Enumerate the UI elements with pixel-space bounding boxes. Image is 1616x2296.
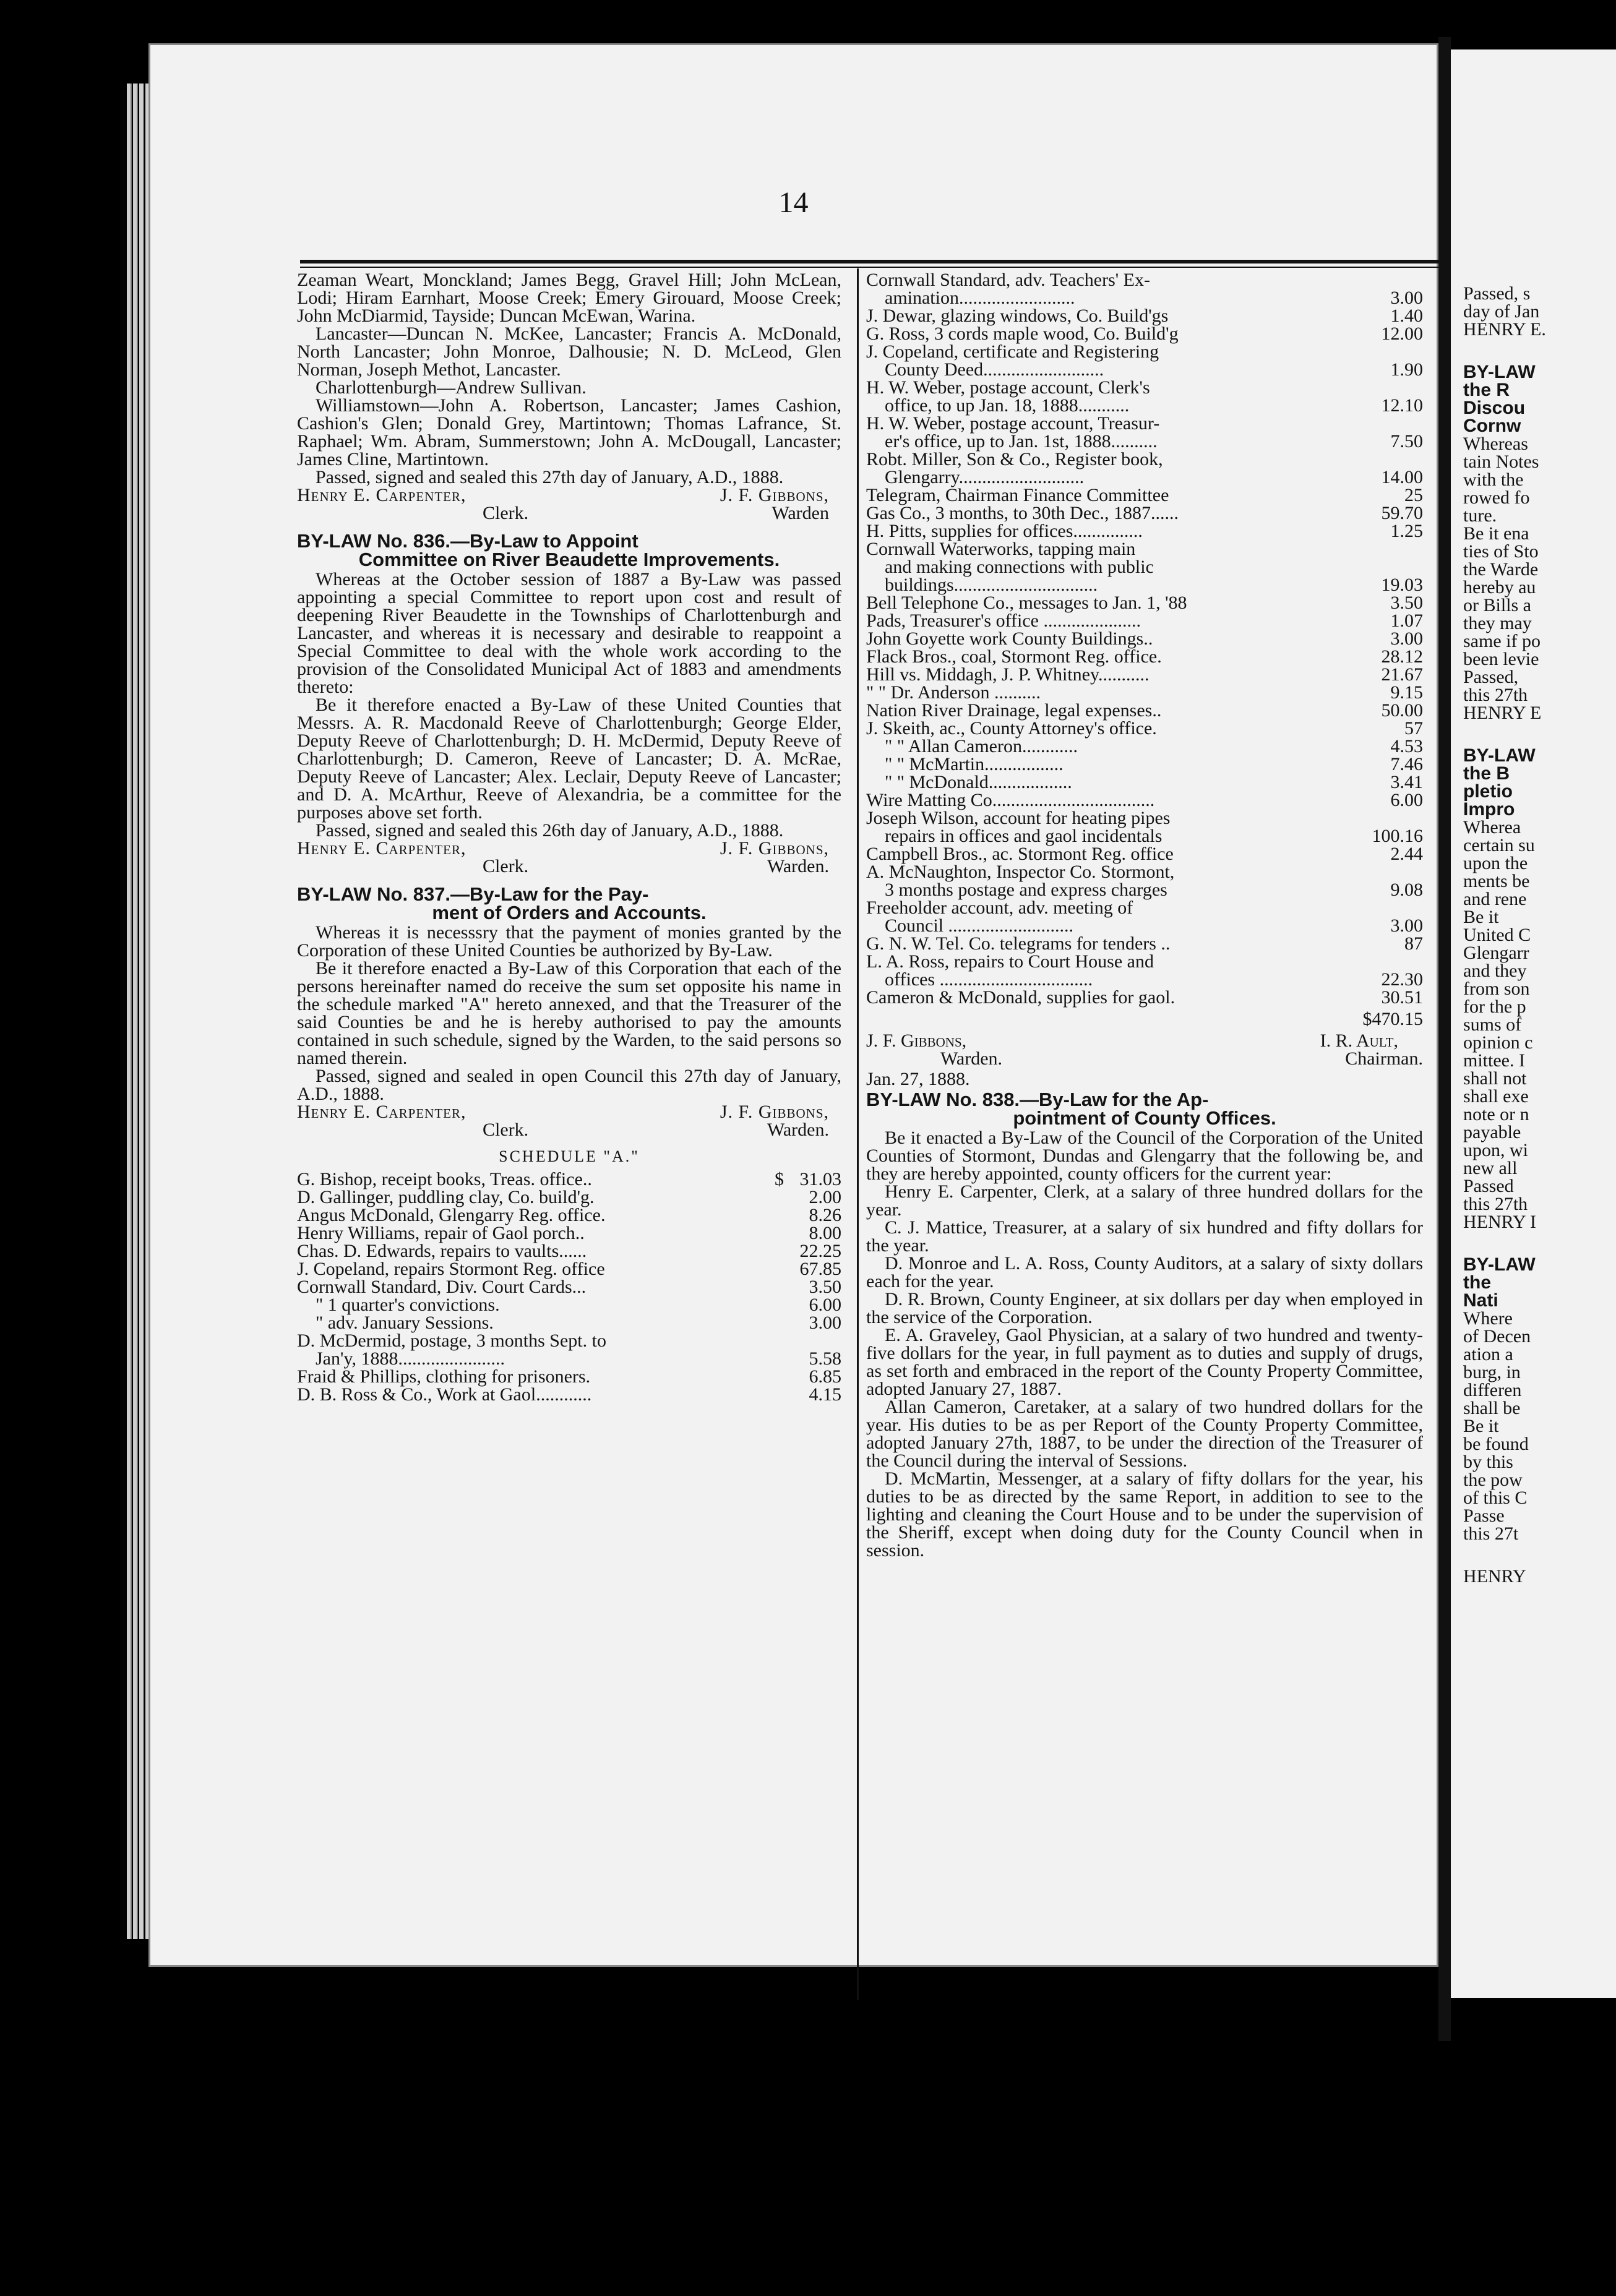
account-row: [297, 1332, 841, 1350]
account-description: John Goyette work County Buildings..: [866, 628, 1153, 649]
account-row: [866, 755, 1423, 773]
account-row: [866, 701, 1423, 719]
signature-block: [866, 1032, 1423, 1050]
bylaw-838-paragraph: Henry E. Carpenter, Clerk, at a salary of three hundred dollars for the year.: [866, 1181, 1423, 1220]
right-page-line: ation a: [1463, 1344, 1513, 1364]
account-description: office, to up Jan. 18, 1888...........: [885, 395, 1130, 416]
right-page-line: and they: [1463, 961, 1527, 981]
account-amount: 100.16: [1372, 826, 1423, 846]
right-page-line: be found: [1463, 1434, 1529, 1454]
column-divider: [857, 268, 859, 2000]
right-page-line: this 27th: [1463, 1194, 1528, 1214]
account-row: [866, 522, 1423, 540]
account-description: G. N. W. Tel. Co. telegrams for tenders ..: [866, 933, 1171, 954]
account-description: Bell Telephone Co., messages to Jan. 1, '88: [866, 593, 1187, 613]
right-page-line: or Bills a: [1463, 595, 1531, 615]
account-description: " " Allan Cameron............: [885, 736, 1078, 756]
account-amount: 87: [1404, 933, 1423, 954]
right-page-line: note or n: [1463, 1104, 1529, 1124]
account-row: [866, 468, 1423, 486]
account-amount: 31.03: [799, 1169, 841, 1189]
account-description: " adv. January Sessions.: [316, 1313, 494, 1333]
account-description: Campbell Bros., ac. Stormont Reg. office: [866, 844, 1174, 864]
account-amount: 2.44: [1390, 844, 1423, 864]
right-page-line: ties of Sto: [1463, 541, 1539, 562]
chairman-title: Chairman.: [1345, 1048, 1423, 1069]
bylaw-837-enactment: Be it therefore enacted a By-Law of this Corporation that each of the persons hereinafter named do receive the sum set opposite his name in the schedule marked "A" hereto annexed, and that the Treasurer of the said Counties be and he is hereby authorised to pay the amounts contained in such schedule, signed by the Warden, to the said persons so named therein.: [297, 958, 841, 1068]
account-description: County Deed..........................: [885, 359, 1104, 380]
account-row: [866, 666, 1423, 683]
intro-paragraph: Zeaman Weart, Monckland; James Begg, Gravel Hill; John McLean, Lodi; Hiram Earnhart, Moose Creek; Emery Girouard, Moose Creek; John McDiarmid, Tayside; Duncan McEwan, Warina.: [297, 270, 841, 326]
account-description: Hill vs. Middagh, J. P. Whitney...........: [866, 664, 1150, 685]
account-description: " " McDonald..................: [885, 772, 1072, 792]
bylaw-836-heading: [297, 532, 841, 569]
account-description: G. Bishop, receipt books, Treas. office..: [297, 1169, 592, 1189]
account-amount: 6.85: [809, 1366, 841, 1387]
clerk-name: Henry E. Carpenter,: [297, 485, 466, 505]
account-description: Cornwall Standard, adv. Teachers' Ex-: [866, 270, 1150, 290]
account-amount: 7.46: [1390, 754, 1423, 774]
schedule-a-list: [297, 1170, 841, 1403]
account-row: [866, 809, 1423, 827]
account-row: [866, 450, 1423, 468]
bylaw-838-paragraph: D. Monroe and L. A. Ross, County Auditors, at a salary of sixty dollars each for the year.: [866, 1253, 1423, 1292]
middle-column: [866, 271, 1423, 1559]
accounts-total: $470.15: [1362, 1009, 1423, 1029]
right-page-line: rowed fo: [1463, 487, 1530, 508]
right-page-line: differen: [1463, 1380, 1522, 1400]
header-rule-thin: [300, 267, 1525, 268]
right-page-line: Whereas: [1463, 434, 1528, 454]
account-row: [866, 970, 1423, 988]
right-page-line: Glengarr: [1463, 943, 1529, 963]
right-page-line: ture.: [1463, 505, 1497, 526]
account-description: Angus McDonald, Glengarry Reg. office.: [297, 1205, 606, 1225]
right-page-line: BY-LAW: [1463, 362, 1536, 382]
right-page-line: HENRY E.: [1463, 319, 1546, 340]
account-description: Council ...........................: [885, 915, 1073, 936]
right-page-line: HENRY: [1463, 1566, 1526, 1587]
bylaw-836-heading-line1: BY-LAW No. 836.—By-Law to Appoint: [297, 530, 638, 552]
schedule-heading: SCHEDULE "A.": [499, 1147, 640, 1165]
right-page-line: been levie: [1463, 649, 1539, 669]
right-page-line: from son: [1463, 979, 1530, 999]
account-description: J. Dewar, glazing windows, Co. Build'gs: [866, 306, 1169, 326]
signature-block: [297, 486, 841, 504]
account-amount: 1.40: [1390, 306, 1423, 326]
account-amount: 2.00: [809, 1187, 841, 1207]
account-amount: 4.15: [809, 1384, 841, 1405]
right-page-line: new all: [1463, 1158, 1518, 1178]
account-description: Cameron & McDonald, supplies for gaol.: [866, 987, 1175, 1008]
account-amount: 3.50: [809, 1277, 841, 1297]
account-amount: 50.00: [1381, 700, 1423, 721]
account-description: Robt. Miller, Son & Co., Register book,: [866, 449, 1163, 469]
account-amount: 1.07: [1390, 610, 1423, 631]
account-description: J. Copeland, repairs Stormont Reg. office: [297, 1259, 605, 1279]
account-row: [297, 1368, 841, 1386]
account-amount: 19.03: [1381, 575, 1423, 595]
account-description: H. W. Weber, postage account, Treasur-: [866, 413, 1160, 434]
account-amount: 5.58: [809, 1348, 841, 1369]
bylaw-836-passed: Passed, signed and sealed this 26th day of January, A.D., 1888.: [316, 820, 784, 841]
account-description: J. Skeith, ac., County Attorney's office.: [866, 718, 1157, 739]
signature-titles: [297, 1121, 841, 1139]
right-page-line: this 27th: [1463, 685, 1528, 705]
account-amount: 30.51: [1381, 987, 1423, 1008]
right-page-line: the B: [1463, 763, 1510, 784]
account-amount: 6.00: [809, 1295, 841, 1315]
right-page-line: Discou: [1463, 398, 1526, 418]
account-row: [866, 630, 1423, 648]
bylaw-837-heading-line1: BY-LAW No. 837.—By-Law for the Pay-: [297, 883, 649, 905]
bylaw-838-paragraph: E. A. Graveley, Gaol Physician, at a salary of two hundred and twenty-five dollars for the year, in full payment as to duties and supply of drugs, as set forth and embraced in the report of the County Property Committee, adopted January 27, 1887.: [866, 1325, 1423, 1399]
account-amount: 67.85: [799, 1259, 841, 1279]
right-page-line: upon the: [1463, 853, 1528, 873]
clerk-name: Henry E. Carpenter,: [297, 1102, 466, 1122]
right-page-line: tain Notes: [1463, 452, 1539, 472]
clerk-title: Clerk.: [483, 503, 529, 523]
page-edges: [127, 84, 152, 1939]
right-page-line: Passe: [1463, 1506, 1505, 1526]
header-rule-thick: [300, 260, 1525, 263]
signature-titles: [297, 857, 841, 875]
account-description: Joseph Wilson, account for heating pipes: [866, 808, 1171, 828]
account-amount: 3.00: [1390, 915, 1423, 936]
account-amount: 1.25: [1390, 521, 1423, 541]
account-row: [866, 612, 1423, 630]
right-page-line: the R: [1463, 380, 1510, 400]
right-page-text: [1463, 285, 1616, 1585]
account-row: [866, 486, 1423, 504]
warden-title: Warden.: [940, 1048, 1003, 1069]
account-amount: 9.08: [1390, 880, 1423, 900]
account-amount: 3.00: [1390, 288, 1423, 308]
account-description: offices .................................: [885, 969, 1093, 990]
dollar-sign: $: [775, 1169, 784, 1189]
right-page-line: ments be: [1463, 871, 1530, 891]
bylaw-836-heading-line2: Committee on River Beaudette Improvements.: [358, 549, 780, 570]
page-number: 14: [778, 186, 809, 219]
account-amount: 22.25: [799, 1241, 841, 1261]
account-row: [297, 1224, 841, 1242]
account-description: D. McDermid, postage, 3 months Sept. to: [297, 1330, 606, 1351]
account-description: Cornwall Waterworks, tapping main: [866, 539, 1136, 559]
bylaw-836-enactment: Be it therefore enacted a By-Law of these United Counties that Messrs. A. R. Macdonald Reeve of Charlottenburgh; George Elder, Deputy Reeve of Charlottenburgh; D. H. McDermid, Deputy Reeve of Charlottenburgh; D. Cameron, Reeve of Lancaster; D. A. McRae, Deputy Reeve of Lancaster; Alex. Leclair, Deputy Reeve of Lancaster; and D. A. McArthur, Reeve of Alexandria, be a committee for the purposes above set forth.: [297, 695, 841, 823]
bylaw-838-paragraph: D. R. Brown, County Engineer, at six dollars per day when employed in the service of the Corporation.: [866, 1289, 1423, 1327]
account-description: A. McNaughton, Inspector Co. Stormont,: [866, 862, 1175, 882]
warden-title: Warden.: [767, 856, 829, 876]
account-row: [866, 863, 1423, 881]
account-row: [297, 1188, 841, 1206]
account-row: [866, 396, 1423, 414]
account-row: [866, 773, 1423, 791]
account-amount: 28.12: [1381, 646, 1423, 667]
account-row: [297, 1314, 841, 1332]
account-description: Jan'y, 1888.......................: [316, 1348, 505, 1369]
account-amount: 8.00: [809, 1223, 841, 1243]
account-row: [866, 558, 1423, 576]
account-description: er's office, up to Jan. 1st, 1888..........: [885, 431, 1158, 452]
bylaw-837-whereas: Whereas it is necesssry that the payment of monies granted by the Corporation of these United Counties be authorized by By-Law.: [297, 922, 841, 961]
account-row: [866, 414, 1423, 432]
account-row: [297, 1206, 841, 1224]
account-description: Glengarry...........................: [885, 467, 1085, 487]
account-row: [297, 1350, 841, 1368]
bylaw-838-heading-line2: pointment of County Offices.: [1013, 1107, 1276, 1129]
account-description: H. Pitts, supplies for offices...............: [866, 521, 1143, 541]
account-description: repairs in offices and gaol incidentals: [885, 826, 1163, 846]
account-description: " 1 quarter's convictions.: [316, 1295, 500, 1315]
right-page-line: Nati: [1463, 1290, 1498, 1311]
account-amount: 7.50: [1390, 431, 1423, 452]
right-page-line: Where: [1463, 1308, 1513, 1329]
account-description: " " Dr. Anderson ..........: [866, 682, 1041, 703]
bylaw-838-paragraph: Allan Cameron, Caretaker, at a salary of two hundred dollars for the year. His duties to be as per Report of the County Property Committee, adopted January 27th, 1887, to be under the direction of the Treasurer of the Council during the interval of Sessions.: [866, 1397, 1423, 1471]
right-page-line: mittee. I: [1463, 1050, 1525, 1071]
account-row: [297, 1170, 841, 1188]
bylaw-837-heading-line2: ment of Orders and Accounts.: [432, 902, 707, 923]
left-column: [297, 271, 841, 1403]
account-description: Chas. D. Edwards, repairs to vaults......: [297, 1241, 587, 1261]
account-description: Wire Matting Co...................................: [866, 790, 1155, 810]
right-page-line: the pow: [1463, 1470, 1523, 1490]
account-description: J. Copeland, certificate and Registering: [866, 341, 1159, 362]
account-amount: 6.00: [1390, 790, 1423, 810]
account-row: [866, 791, 1423, 809]
account-description: Cornwall Standard, Div. Court Cards...: [297, 1277, 587, 1297]
bylaw-838-heading-line1: BY-LAW No. 838.—By-Law for the Ap-: [866, 1089, 1209, 1110]
right-page-line: HENRY E: [1463, 703, 1542, 723]
account-row: [297, 1260, 841, 1278]
account-description: G. Ross, 3 cords maple wood, Co. Build'g: [866, 323, 1179, 344]
right-page-line: of this C: [1463, 1488, 1528, 1508]
right-page-line: BY-LAW: [1463, 745, 1536, 766]
intro-paragraph: Lancaster—Duncan N. McKee, Lancaster; Francis A. McDonald, North Lancaster; John Monroe, Dalhousie; N. D. McLeod, Glen Norman, Joseph Methot, Lancaster.: [297, 323, 841, 380]
right-page-line: Be it: [1463, 907, 1499, 927]
warden-name: J. F. Gibbons,: [720, 1102, 829, 1122]
account-description: D. B. Ross & Co., Work at Gaol............: [297, 1384, 592, 1405]
signature-titles: [297, 504, 841, 522]
account-description: D. Gallinger, puddling clay, Co. build'g.: [297, 1187, 595, 1207]
right-page-line: Passed,: [1463, 667, 1519, 687]
account-description: 3 months postage and express charges: [885, 880, 1167, 900]
account-amount: 25: [1404, 485, 1423, 505]
account-row: [866, 432, 1423, 450]
account-row: [866, 289, 1423, 307]
signature-block: [297, 839, 841, 857]
clerk-title: Clerk.: [483, 856, 529, 876]
account-row: [866, 827, 1423, 845]
account-row: [866, 737, 1423, 755]
account-amount: 9.15: [1390, 682, 1423, 703]
right-page-line: BY-LAW: [1463, 1254, 1536, 1275]
account-row: [297, 1296, 841, 1314]
right-page-line: Passed, s: [1463, 283, 1531, 304]
account-description: and making connections with public: [885, 557, 1154, 577]
right-page-line: by this: [1463, 1452, 1513, 1472]
account-description: Pads, Treasurer's office .....................: [866, 610, 1141, 631]
right-page-line: Be it: [1463, 1416, 1499, 1436]
accounts-list: [866, 271, 1423, 1006]
warden-name: J. F. Gibbons,: [720, 838, 829, 859]
chairman-name: I. R. Ault,: [1320, 1030, 1398, 1051]
account-description: Gas Co., 3 months, to 30th Dec., 1887......: [866, 503, 1179, 523]
account-row: [866, 540, 1423, 558]
account-row: [297, 1242, 841, 1260]
clerk-name: Henry E. Carpenter,: [297, 838, 466, 859]
right-page-fragment: [1451, 49, 1616, 1998]
account-amount: 1.90: [1390, 359, 1423, 380]
account-description: amination.........................: [885, 288, 1075, 308]
right-page-line: Wherea: [1463, 817, 1521, 837]
account-row: [297, 1386, 841, 1403]
account-row: [866, 307, 1423, 325]
account-row: [866, 935, 1423, 953]
account-description: Fraid & Phillips, clothing for prisoners.: [297, 1366, 591, 1387]
right-page-line: they may: [1463, 613, 1532, 633]
account-description: Nation River Drainage, legal expenses..: [866, 700, 1162, 721]
account-row: [866, 917, 1423, 935]
account-amount: 59.70: [1381, 503, 1423, 523]
right-page-line: shall not: [1463, 1068, 1527, 1089]
account-description: Telegram, Chairman Finance Committee: [866, 485, 1169, 505]
account-row: [866, 881, 1423, 899]
right-page-line: burg, in: [1463, 1362, 1521, 1382]
right-page-line: this 27t: [1463, 1523, 1519, 1544]
bylaw-838-paragraph: Be it enacted a By-Law of the Council of the Corporation of the United Counties of Stormont, Dundas and Glengarry that the following be, and they are hereby appointed, county officers for the current year:: [866, 1128, 1423, 1184]
account-amount: 3.41: [1390, 772, 1423, 792]
account-description: buildings...............................: [885, 575, 1098, 595]
right-page-line: hereby au: [1463, 577, 1536, 598]
right-page-line: and rene: [1463, 889, 1527, 909]
warden-title: Warden.: [767, 1120, 829, 1140]
account-row: [866, 953, 1423, 970]
account-row: [866, 988, 1423, 1006]
bylaw-836-whereas: Whereas at the October session of 1887 a By-Law was passed appointing a special Committee to report upon cost and result of deepening River Beaudette in the Townships of Charlottenburgh and Lancaster, and whereas it is necessary and desirable to reappoint a Special Committee to deal with the whole work according to the provision of the Consolidated Municipal Act of 1883 and amendments thereto:: [297, 569, 841, 697]
signature-block: [297, 1103, 841, 1121]
account-amount: 4.53: [1390, 736, 1423, 756]
account-row: [866, 845, 1423, 863]
bylaw-838-paragraph: D. McMartin, Messenger, at a salary of fifty dollars for the year, his duties to be as directed by the same Report, in addition to see to the lighting and cleaning the Court House and to be under the supervision of the Sheriff, except when doing duty for the County Council when in session.: [866, 1468, 1423, 1561]
clerk-title: Clerk.: [483, 1120, 529, 1140]
account-row: [866, 683, 1423, 701]
account-amount: 14.00: [1381, 467, 1423, 487]
right-page-line: shall be: [1463, 1398, 1521, 1418]
right-page-line: with the: [1463, 469, 1524, 490]
warden-title: Warden: [771, 503, 829, 523]
account-row: [866, 719, 1423, 737]
account-row: [866, 361, 1423, 379]
bylaw-837-passed: Passed, signed and sealed in open Council this 27th day of January, A.D., 1888.: [297, 1066, 841, 1104]
right-page-line: Passed: [1463, 1176, 1514, 1196]
passed-line: Passed, signed and sealed this 27th day of January, A.D., 1888.: [316, 467, 784, 487]
account-amount: 3.00: [809, 1313, 841, 1333]
account-amount: 22.30: [1381, 969, 1423, 990]
warden-name: J. F. Gibbons,: [866, 1030, 967, 1051]
right-page-line: Cornw: [1463, 416, 1521, 436]
right-page-line: of Decen: [1463, 1326, 1531, 1347]
intro-paragraph: Charlottenburgh—Andrew Sullivan.: [316, 377, 587, 398]
signature-titles: [866, 1050, 1423, 1068]
account-amount: 8.26: [809, 1205, 841, 1225]
account-amount: 12.00: [1381, 323, 1423, 344]
date-line: Jan. 27, 1888.: [866, 1069, 970, 1089]
account-description: Freeholder account, adv. meeting of: [866, 897, 1133, 918]
account-description: H. W. Weber, postage account, Clerk's: [866, 377, 1150, 398]
account-amount: 3.00: [1390, 628, 1423, 649]
account-description: " " McMartin.................: [885, 754, 1064, 774]
right-page-line: Impro: [1463, 799, 1515, 820]
account-row: [866, 325, 1423, 343]
account-description: Flack Bros., coal, Stormont Reg. office.: [866, 646, 1162, 667]
account-row: [297, 1278, 841, 1296]
account-description: L. A. Ross, repairs to Court House and: [866, 951, 1154, 972]
right-page-line: pletio: [1463, 781, 1513, 802]
account-row: [866, 899, 1423, 917]
right-page-line: the Warde: [1463, 559, 1539, 580]
right-page-line: upon, wi: [1463, 1140, 1528, 1160]
bylaw-838-paragraph: C. J. Mattice, Treasurer, at a salary of six hundred and fifty dollars for the year.: [866, 1217, 1423, 1256]
account-row: [866, 343, 1423, 361]
right-page-line: the: [1463, 1272, 1491, 1293]
account-row: [866, 648, 1423, 666]
account-row: [866, 504, 1423, 522]
right-page-line: HENRY I: [1463, 1212, 1537, 1232]
account-row: [866, 576, 1423, 594]
right-page-line: opinion c: [1463, 1032, 1533, 1053]
account-description: Henry Williams, repair of Gaol porch..: [297, 1223, 585, 1243]
right-page-line: United C: [1463, 925, 1531, 945]
bylaw-837-heading: [297, 885, 841, 922]
right-page-line: same if po: [1463, 631, 1541, 651]
right-page-line: sums of: [1463, 1014, 1522, 1035]
account-row: [866, 594, 1423, 612]
account-amount: 57: [1404, 718, 1423, 739]
account-row: [866, 271, 1423, 289]
right-page-line: certain su: [1463, 835, 1535, 855]
account-row: [866, 379, 1423, 396]
right-page-line: day of Jan: [1463, 301, 1540, 322]
account-amount: 21.67: [1381, 664, 1423, 685]
right-page-line: Be it ena: [1463, 523, 1529, 544]
account-amount: 3.50: [1390, 593, 1423, 613]
warden-name: J. F. Gibbons,: [720, 485, 829, 505]
right-page-line: shall exe: [1463, 1086, 1529, 1107]
account-amount: 12.10: [1381, 395, 1423, 416]
right-page-line: payable: [1463, 1122, 1521, 1142]
right-page-line: for the p: [1463, 996, 1526, 1017]
intro-paragraph: Williamstown—John A. Robertson, Lancaster; James Cashion, Cashion's Glen; Donald Grey, Martintown; Thomas Lafrance, St. Raphael; Wm. Abram, Summerstown; John A. McDougall, Lancaster; James Cline, Martintown.: [297, 395, 841, 469]
left-page: [148, 43, 1438, 1967]
book-gutter: [1438, 37, 1451, 2041]
bylaw-838-heading: [866, 1090, 1423, 1128]
